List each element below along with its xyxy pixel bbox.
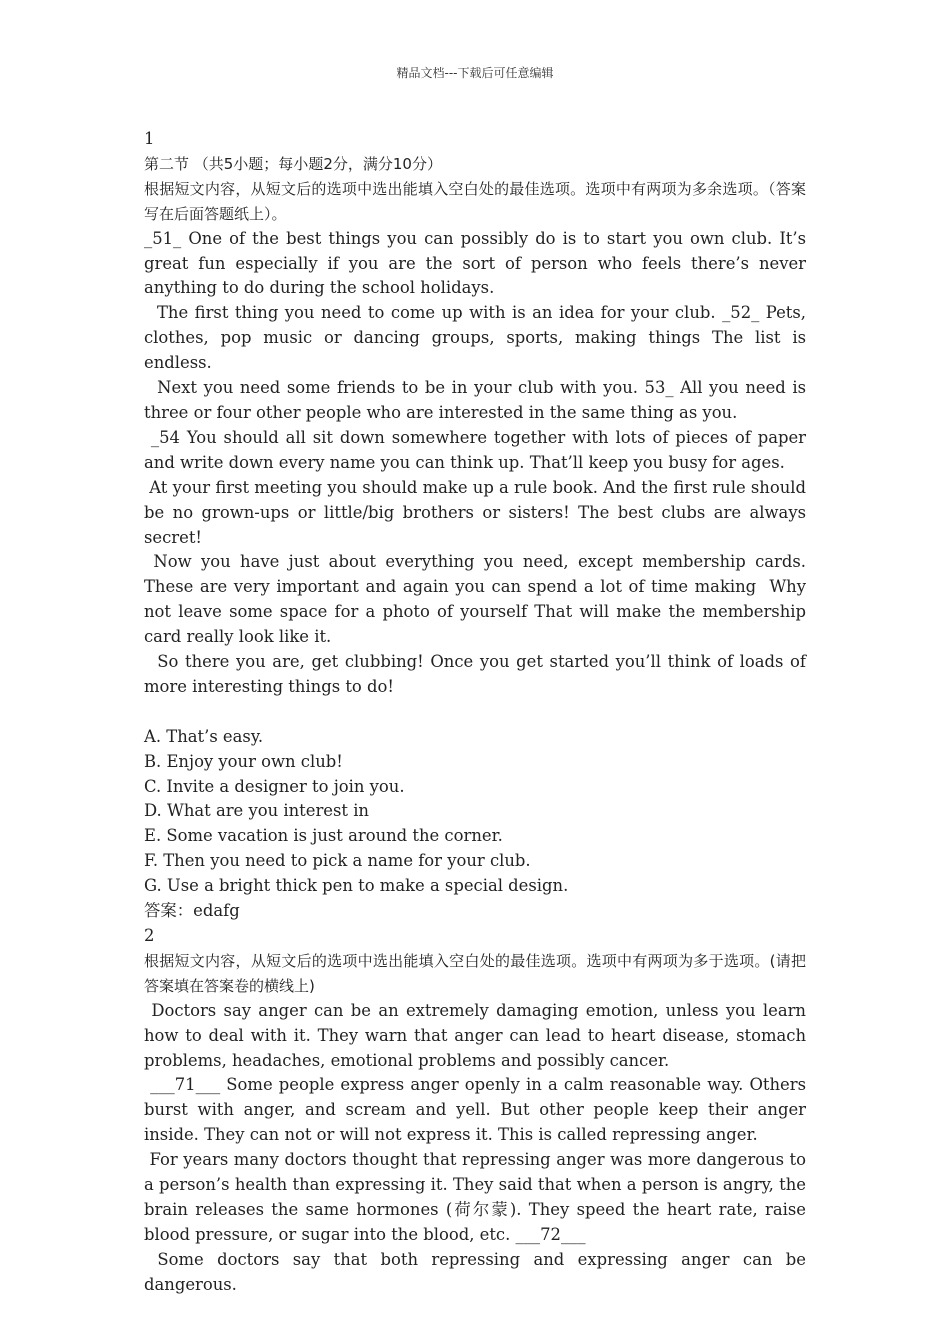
passage-paragraph: Now you have just about everything you need, except membership cards. These are very important and again you can spend a lot of time making Why not leave some space for a photo of yourself That will make the membership card really look like it. (144, 552, 812, 647)
page-header: 精品文档---下载后可任意编辑 (396, 66, 554, 80)
passage-paragraph: At your first meeting you should make up a rule book. And the first rule should be no grown-ups or little/big brothers or sisters! The best clubs are always secret! (144, 477, 812, 547)
option-item: B. Enjoy your own club! (144, 751, 343, 771)
blank-spacer (144, 700, 806, 725)
section-heading: 第二节 （共5小题；每小题2分，满分10分） (144, 154, 442, 173)
section-number: 1 (144, 129, 155, 148)
section-number: 2 (144, 926, 155, 945)
passage-paragraph: Next you need some friends to be in your club with you. 53_ All you need is three or four other people who are interested in the same thing as you. (144, 378, 812, 422)
option-item: G. Use a bright thick pen to make a special design. (144, 876, 569, 896)
passage-paragraph: Some doctors say that both repressing and expressing anger can be dangerous. (144, 1249, 812, 1294)
passage-paragraph: For years many doctors thought that repressing anger was more dangerous to a person’s health than expressing it. They said that when a person is angry, the brain releases the same hormones (荷尔蒙). They speed the heart rate, raise blood pressure, or sugar into the blood, etc. ___72___ (144, 1150, 812, 1244)
passage-paragraph: Doctors say anger can be an extremely damaging emotion, unless you learn how to deal with it. They warn that anger can lead to heart disease, stomach problems, headaches, emotional problems and possibly cancer. (144, 1000, 812, 1070)
option-item: D. What are you interest in (144, 801, 369, 821)
answer-line: 答案：edafg (144, 901, 240, 921)
passage-paragraph: _54 You should all sit down somewhere together with lots of pieces of paper and write down every name you can think up. That’ll keep you busy for ages. (144, 427, 812, 472)
section-instruction: 根据短文内容，从短文后的选项中选出能填入空白处的最佳选项。选项中有两项为多余选项。（答案写在后面答题纸上）。 (144, 179, 806, 223)
option-item: A. That’s easy. (144, 726, 264, 746)
option-item: F. Then you need to pick a name for your club. (144, 851, 531, 871)
passage-paragraph: ___71___ Some people express anger openly in a calm reasonable way. Others burst with anger, and scream and yell. But other people keep their anger inside. They can not or will not express it. This is called repressing anger. (144, 1075, 812, 1145)
passage-paragraph: So there you are, get clubbing! Once you get started you’ll think of loads of more interesting things to do! (144, 652, 812, 696)
option-item: E. Some vacation is just around the corner. (144, 826, 503, 846)
section-instruction: 根据短文内容，从短文后的选项中选出能填入空白处的最佳选项。选项中有两项为多于选项。(请把答案填在答案卷的横线上) (144, 951, 806, 995)
document-body (144, 127, 812, 1298)
passage-paragraph: _51_ One of the best things you can possibly do is to start you own club. It’s great fun especially if you are the sort of person who feels there’s never anything to do during the school holidays. (144, 228, 812, 298)
option-item: C. Invite a designer to join you. (144, 776, 405, 796)
passage-paragraph: The first thing you need to come up with is an idea for your club. _52_ Pets, clothes, pop music or dancing groups, sports, making things The list is endless. (144, 303, 812, 373)
